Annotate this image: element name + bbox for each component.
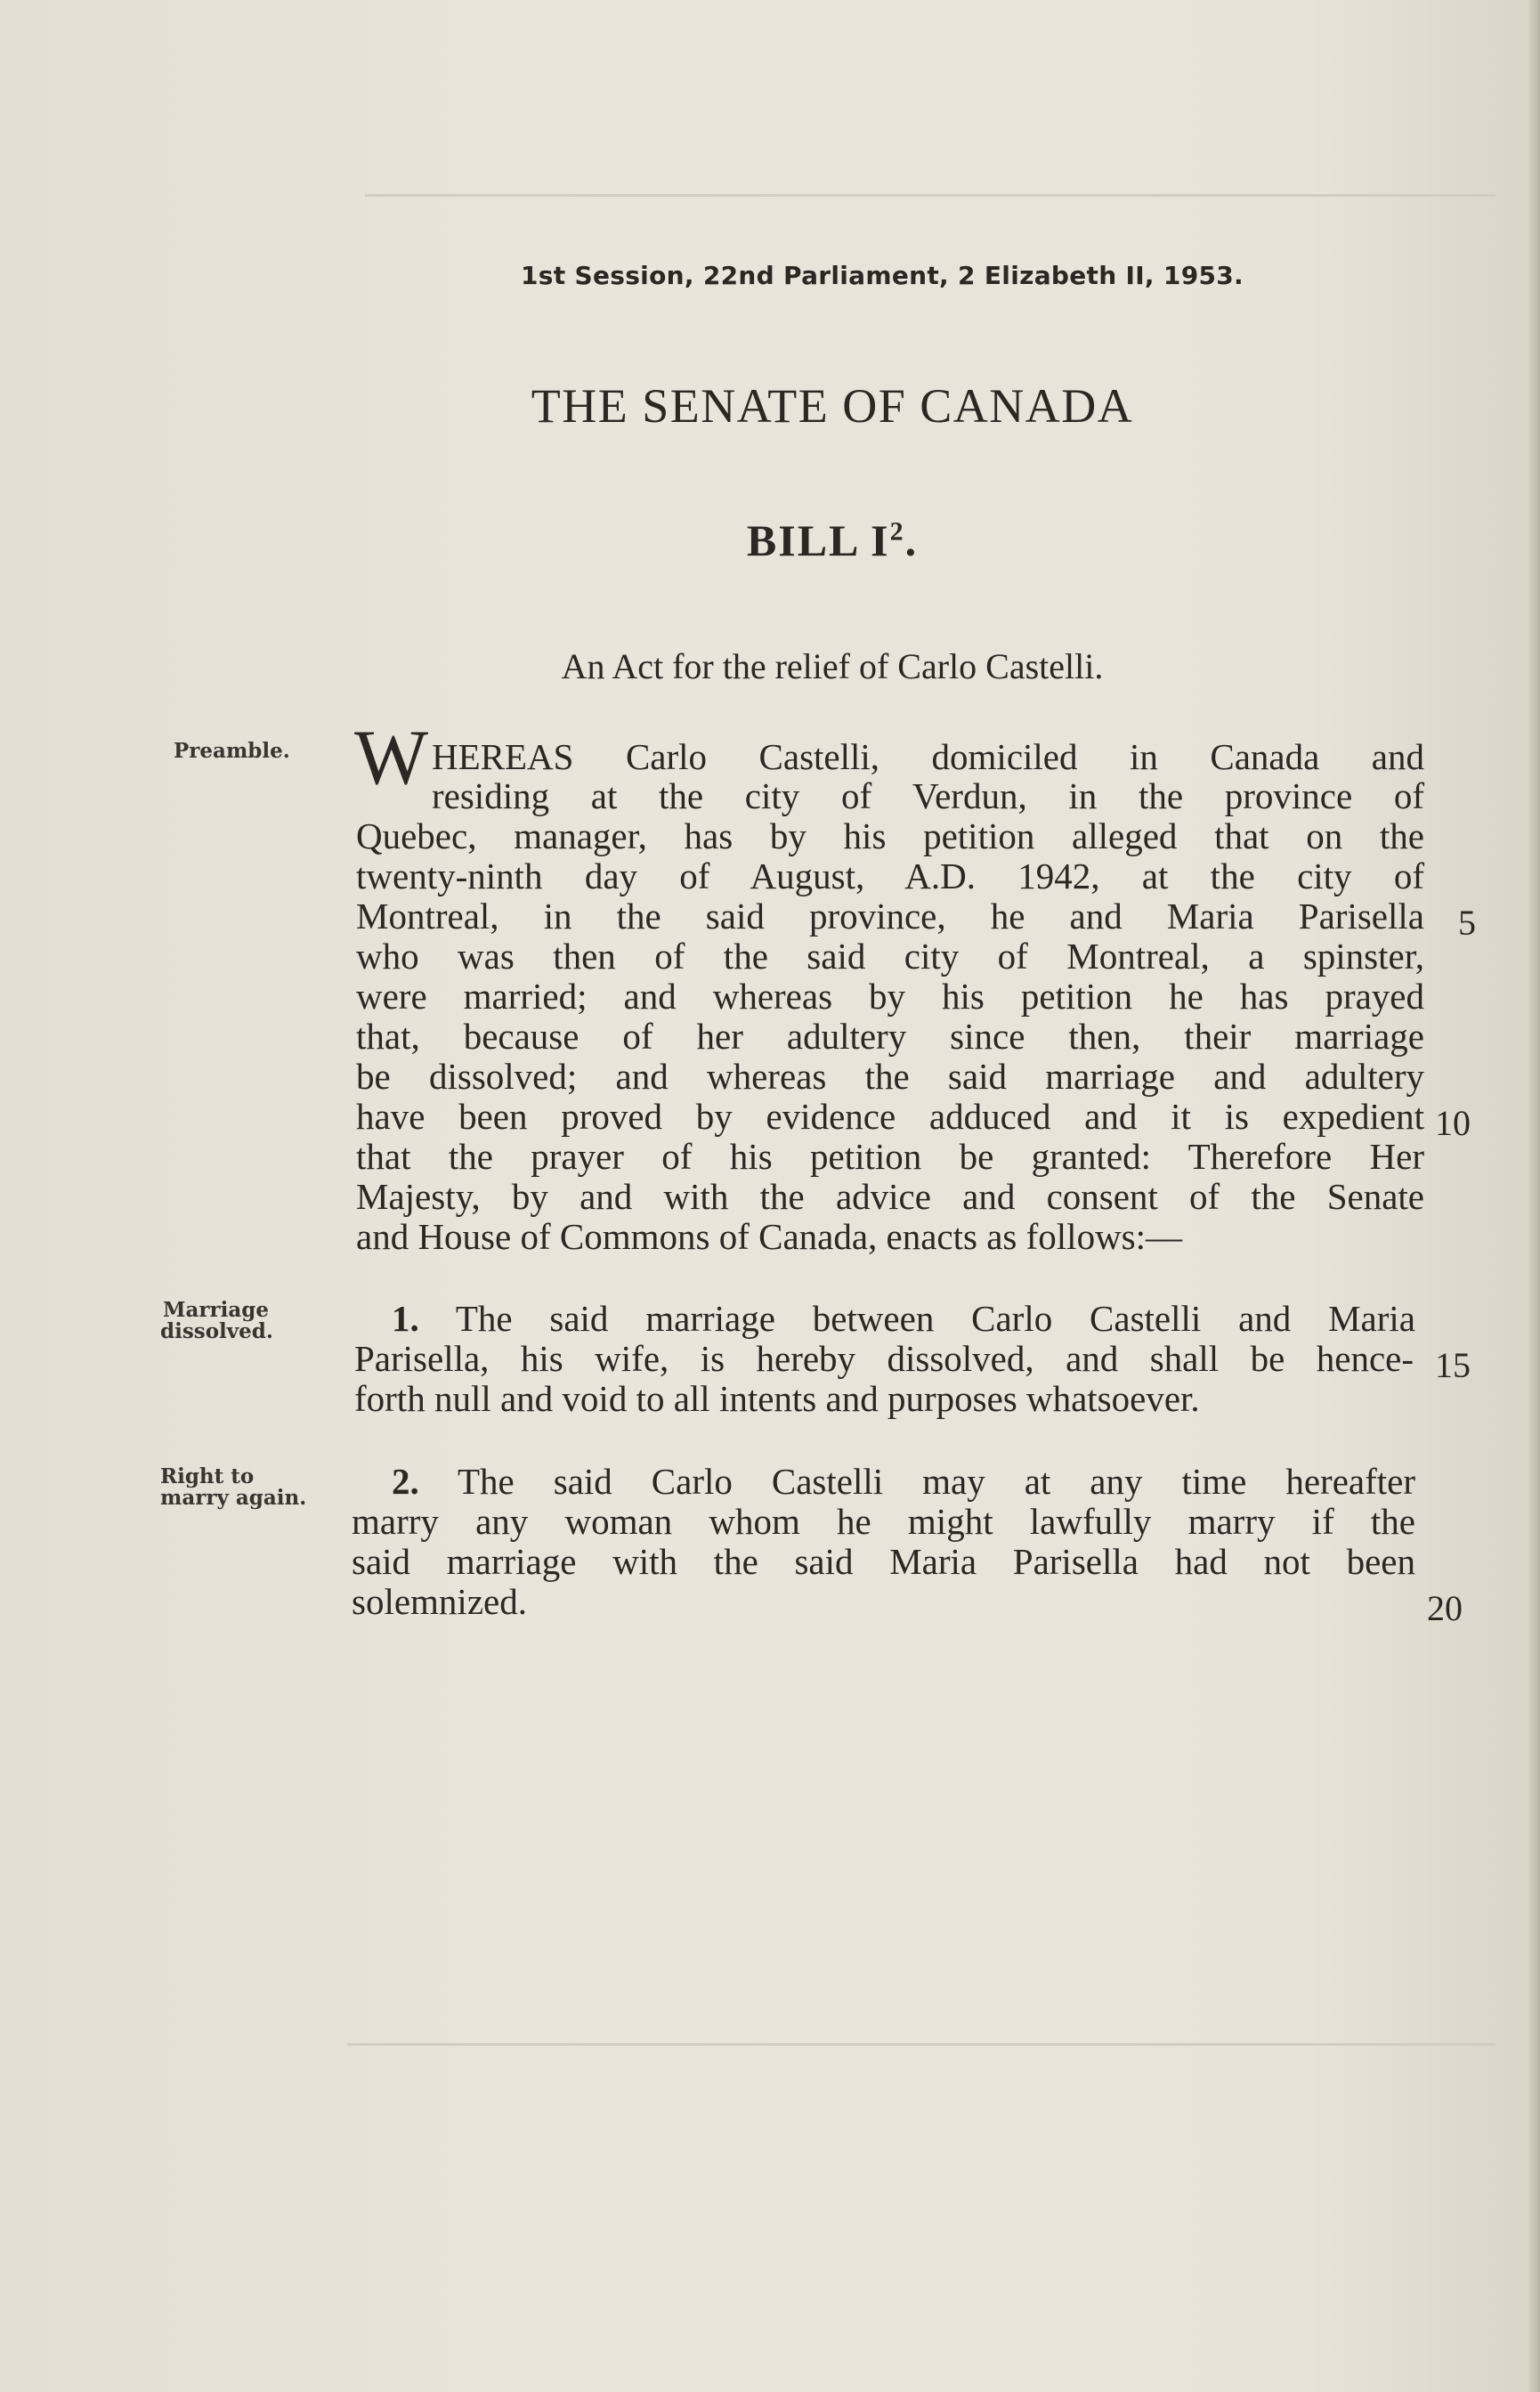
- section-2-line: solemnized.: [352, 1581, 527, 1622]
- margin-note-right-to-marry: [160, 1466, 306, 1509]
- preamble-line: Montreal, in the said province, he and Maria Parisella: [356, 896, 1424, 937]
- bill-prefix: BILL I: [746, 515, 890, 565]
- page-edge: [1528, 0, 1540, 2392]
- preamble-line: residing at the city of Verdun, in the province of: [432, 775, 1424, 816]
- bill-suffix: .: [904, 515, 919, 565]
- margin-note-marriage-dissolved: [160, 1300, 273, 1342]
- act-title: An Act for the relief of Carlo Castelli.: [561, 646, 1104, 686]
- preamble-line: that, because of her adultery since then, their marriage: [356, 1016, 1424, 1057]
- preamble-line: have been proved by evidence adduced and it is expedient: [356, 1096, 1424, 1137]
- bill-superscript: 2: [889, 516, 905, 547]
- margin-note-line: Marriage: [163, 1298, 269, 1322]
- margin-note-preamble: Preamble.: [174, 739, 290, 763]
- preamble-line: Majesty, by and with the advice and consent of the Senate: [356, 1176, 1424, 1217]
- margin-note-line: dissolved.: [160, 1319, 273, 1343]
- chamber-title: THE SENATE OF CANADA: [531, 379, 1134, 433]
- section-1-line: forth null and void to all intents and purposes whatsoever.: [354, 1378, 1200, 1419]
- preamble-line: and House of Commons of Canada, enacts as follows:—: [356, 1216, 1183, 1257]
- preamble-line: Quebec, manager, has by his petition alleged that on the: [356, 815, 1424, 856]
- section-2-line: said marriage with the said Maria Parisella had not been: [352, 1541, 1415, 1582]
- line-number-15: 15: [1435, 1345, 1471, 1385]
- section-number: 2.: [392, 1461, 419, 1502]
- line-number-5: 5: [1458, 903, 1476, 943]
- preamble-line: twenty-ninth day of August, A.D. 1942, at the city of: [356, 855, 1424, 896]
- section-2-line: marry any woman whom he might lawfully marry if the: [352, 1501, 1415, 1542]
- preamble-line: were married; and whereas by his petition he has prayed: [356, 976, 1424, 1017]
- preamble-line: that the prayer of his petition be granted: Therefore Her: [356, 1136, 1424, 1177]
- bill-number: [267, 515, 1398, 566]
- drop-cap: W: [354, 715, 429, 801]
- margin-note-line: marry again.: [160, 1486, 307, 1510]
- margin-note-line: Right to: [160, 1464, 255, 1488]
- preamble-line: HEREAS Carlo Castelli, domiciled in Canada and: [432, 736, 1424, 777]
- top-rule: [365, 194, 1495, 197]
- session-header: 1st Session, 22nd Parliament, 2 Elizabeth II, 1953.: [521, 261, 1244, 290]
- section-text: The said marriage between Carlo Castelli and Maria: [455, 1298, 1415, 1339]
- line-number-20: 20: [1427, 1588, 1463, 1628]
- section-1-line: Parisella, his wife, is hereby dissolved, and shall be hence-: [354, 1338, 1414, 1379]
- section-1-first-line: [392, 1297, 1415, 1340]
- section-number: 1.: [392, 1298, 419, 1339]
- bottom-rule: [347, 2043, 1495, 2046]
- preamble-line: be dissolved; and whereas the said marriage and adultery: [356, 1056, 1424, 1097]
- preamble-line: who was then of the said city of Montreal, a spinster,: [356, 936, 1424, 977]
- line-number-10: 10: [1435, 1103, 1471, 1143]
- section-2-first-line: [392, 1460, 1415, 1503]
- section-text: The said Carlo Castelli may at any time hereafter: [458, 1461, 1416, 1502]
